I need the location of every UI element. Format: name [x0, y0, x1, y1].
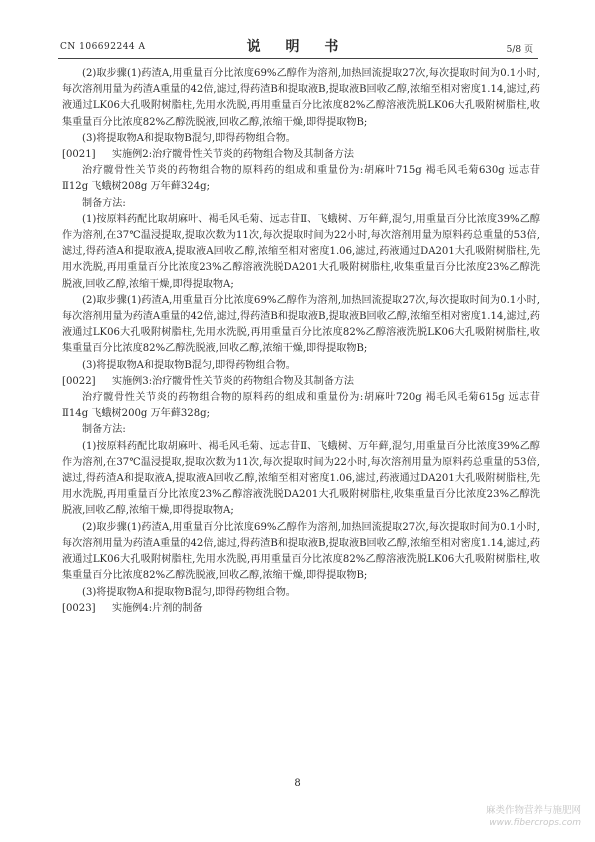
publication-number: CN 106692244 A: [60, 42, 146, 52]
page-number: 8: [294, 778, 301, 789]
paragraph-heading: [62, 147, 540, 163]
paragraph-text: 实施例2:治疗髋骨性关节炎的药物组合物及其制备方法: [112, 149, 354, 161]
body-paragraph: (3)将提取物A和提取物B混匀,即得药物组合物。: [82, 132, 296, 144]
body-paragraph: (2)取步骤(1)药渣A,用重量百分比浓度69%乙醇作为溶剂,加热回流提取27次,每次提取时间为0.1小时,每次溶剂用量为药渣A重量的42倍,滤过,得药渣B和提取液B,提取液B回收乙醇,浓缩至相对密度1.14,滤过,药液通过LK06大孔吸附树脂柱,先用水洗脱,再用重量百分比浓度82%乙醇溶液洗脱LK06大孔吸附树脂柱,收集重量百分比浓度82%乙醇洗脱液,回收乙醇,浓缩干燥,即得提取物B;: [62, 521, 540, 582]
document-body: [62, 66, 540, 617]
header-divider: [58, 58, 538, 59]
paragraph-text: 实施例4:片剂的制备: [112, 602, 203, 614]
document-title: 说 明 书: [246, 39, 349, 55]
paragraph-heading: [62, 601, 540, 617]
body-paragraph: 治疗髋骨性关节炎的药物组合物的原料药的组成和重量份为:胡麻叶720g 褐毛风毛菊615g 远志苷Ⅱ14g 飞蛾树200g 万年藓328g;: [62, 392, 540, 420]
body-paragraph: (2)取步骤(1)药渣A,用重量百分比浓度69%乙醇作为溶剂,加热回流提取27次,每次提取时间为0.1小时,每次溶剂用量为药渣A重量的42倍,滤过,得药渣B和提取液B,提取液B回收乙醇,浓缩至相对密度1.14,滤过,药液通过LK06大孔吸附树脂柱,先用水洗脱,再用重量百分比浓度82%乙醇溶液洗脱LK06大孔吸附树脂柱,收集重量百分比浓度82%乙醇洗脱液,回收乙醇,浓缩干燥,即得提取物B;: [62, 68, 540, 128]
watermark-site-name: 麻类作物营养与施肥网: [485, 805, 581, 816]
paragraph-number: [0023]: [62, 602, 96, 614]
paragraph-heading: [62, 374, 540, 390]
body-paragraph: (1)按原料药配比取胡麻叶、褐毛风毛菊、远志苷Ⅱ、飞蛾树、万年藓,混匀,用重量百分比浓度39%乙醇作为溶剂,在37℃温浸提取,提取次数为11次,每次提取时间为22小时,每次溶剂用量为原料药总重量的53倍,滤过,得药渣A和提取液A,提取液A回收乙醇,浓缩至相对密度1.06,滤过,药液通过DA201大孔吸附树脂柱,先用水洗脱,再用重量百分比浓度23%乙醇溶液洗脱DA201大孔吸附树脂柱,收集重量百分比浓度23%乙醇洗脱液,回收乙醇,浓缩干燥,即得提取物A;: [62, 440, 540, 517]
paragraph-number: [0022]: [62, 375, 96, 387]
body-paragraph: 制备方法:: [82, 424, 126, 436]
body-paragraph: (2)取步骤(1)药渣A,用重量百分比浓度69%乙醇作为溶剂,加热回流提取27次,每次提取时间为0.1小时,每次溶剂用量为药渣A重量的42倍,滤过,得药渣B和提取液B,提取液B回收乙醇,浓缩至相对密度1.14,滤过,药液通过LK06大孔吸附树脂柱,先用水洗脱,再用重量百分比浓度82%乙醇溶液洗脱LK06大孔吸附树脂柱,收集重量百分比浓度82%乙醇洗脱液,回收乙醇,浓缩干燥,即得提取物B;: [62, 294, 540, 355]
body-paragraph: (3)将提取物A和提取物B混匀,即得药物组合物。: [82, 586, 296, 598]
page-counter: 5/8 页: [506, 45, 533, 55]
body-paragraph: (3)将提取物A和提取物B混匀,即得药物组合物。: [82, 359, 296, 371]
body-paragraph: 制备方法:: [82, 197, 126, 209]
body-paragraph: (1)按原料药配比取胡麻叶、褐毛风毛菊、远志苷Ⅱ、飞蛾树、万年藓,混匀,用重量百分比浓度39%乙醇作为溶剂,在37℃温浸提取,提取次数为11次,每次提取时间为22小时,每次溶剂用量为原料药总重量的53倍,滤过,得药渣A和提取液A,提取液A回收乙醇,浓缩至相对密度1.06,滤过,药液通过DA201大孔吸附树脂柱,先用水洗脱,再用重量百分比浓度23%乙醇溶液洗脱DA201大孔吸附树脂柱,收集重量百分比浓度23%乙醇洗脱液,回收乙醇,浓缩干燥,即得提取物A;: [62, 213, 540, 290]
paragraph-text: 实施例3:治疗髋骨性关节炎的药物组合物及其制备方法: [112, 375, 354, 387]
paragraph-number: [0021]: [62, 149, 96, 161]
body-paragraph: 治疗髋骨性关节炎的药物组合物的原料药的组成和重量份为:胡麻叶715g 褐毛风毛菊630g 远志苷Ⅱ12g 飞蛾树208g 万年藓324g;: [62, 165, 540, 193]
watermark-url: www.fibercrops.com: [489, 818, 581, 828]
page-header: [0, 0, 595, 60]
